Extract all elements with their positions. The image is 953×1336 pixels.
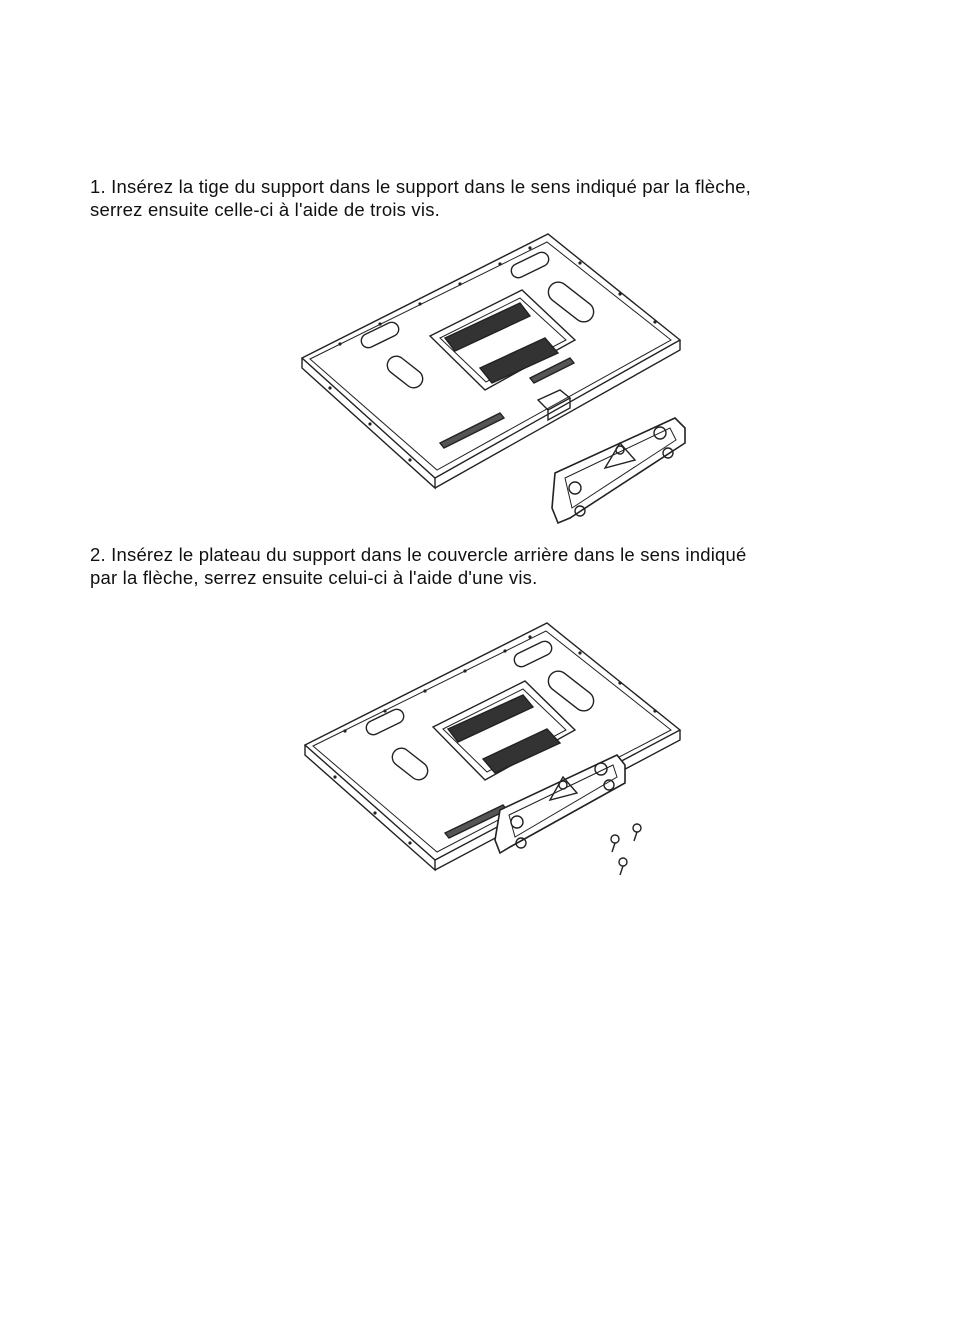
- step-2-instruction: [90, 543, 850, 589]
- step-1-line-1: 1. Insérez la tige du support dans le support dans le sens indiqué par la flèche,: [90, 176, 752, 197]
- step-2-illustration: [295, 615, 695, 885]
- step-1-line-2: serrez ensuite celle-ci à l'aide de trois vis.: [90, 199, 440, 220]
- step-2-line-2: par la flèche, serrez ensuite celui-ci à l'aide d'une vis.: [90, 567, 538, 588]
- screw-icon: [611, 824, 641, 875]
- step-2-line-1: 2. Insérez le plateau du support dans le couvercle arrière dans le sens indiqué: [90, 544, 747, 565]
- step-1-instruction: [90, 175, 850, 221]
- step-1-illustration: [290, 228, 690, 533]
